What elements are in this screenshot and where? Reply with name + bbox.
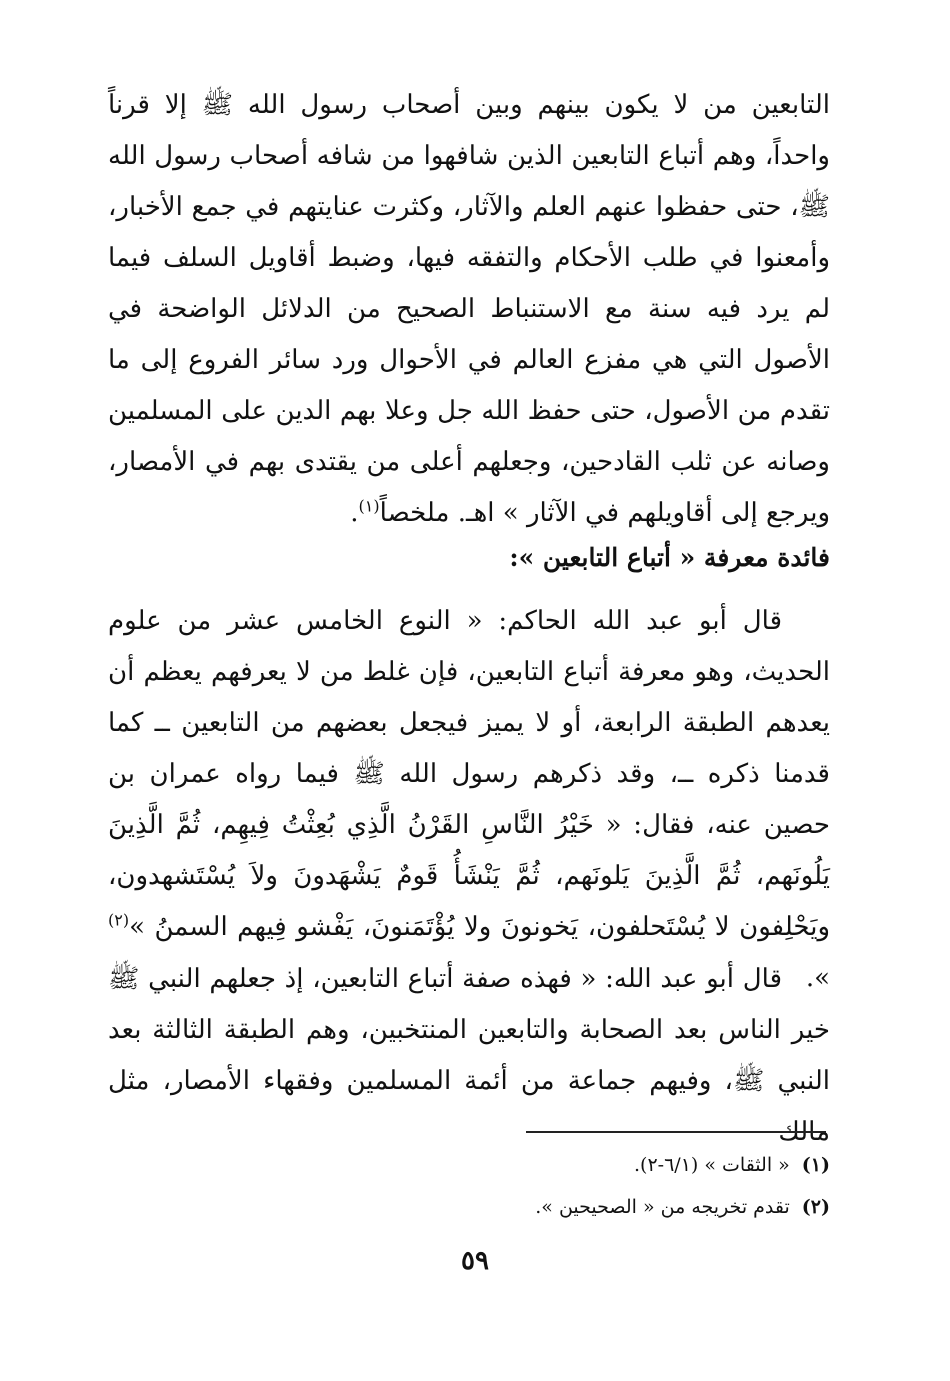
- page-number: ٥٩: [461, 1246, 489, 1276]
- body-paragraph-1: [108, 80, 830, 539]
- footnote-number: (٢): [801, 1196, 830, 1218]
- paragraph-2-text: قال أبو عبد الله الحاكم: « النوع الخامس عشر من علوم الحديث، وهو معرفة أتباع التابعين، فإن غلط من لا يعرفهم يعظم أن يعدهم الطبقة الرابعة، أو لا يميز فيجعل بعضهم من التابعين ــ كما قدمنا ذكره ــ، وقد ذكرهم رسول الله ﷺ فيما رواه عمران بن حصين عنه، فقال: « خَيْرُ النَّاسِ القَرْنُ الَّذِي بُعِثْتُ فِيهِم، ثُمَّ الَّذِينَ يَلُونَهم، ثُمَّ الَّذِينَ يَلونَهم، ثُمَّ يَنْشَأُ قَومٌ يَشْهَدونَ ولاَ يُسْتَشهدون، ويَحْلِفون لا يُسْتَحلفون، يَخونونَ ولا يُؤْتَمَنونَ، يَفْشو فِيهم السمنُ »: [108, 606, 830, 942]
- footnote-ref-1: (١): [358, 496, 380, 516]
- section-heading: فائدة معرفة « أتباع التابعين »:: [509, 543, 830, 572]
- footnote-number: (١): [801, 1154, 830, 1176]
- paragraph-1-text: التابعين من لا يكون بينهم وبين أصحاب رسول الله ﷺ إلا قرناً واحداً، وهم أتباع التابعين الذين شافهوا من شافه أصحاب رسول الله ﷺ، حتى حفظوا عنهم العلم والآثار، وكثرت عنايتهم في جمع الأخبار، وأمعنوا في طلب الأحكام والتفقه فيها، وضبط أقاويل السلف فيما لم يرد فيه سنة مع الاستنباط الصحيح من الدلائل الواضحة في الأصول التي هي مفزع العالم في الأحوال ورد سائر الفروع إلى ما تقدم من الأصول، حتى حفظ الله جل وعلا بهم الدين على المسلمين وصانه عن ثلب القادحين، وجعلهم أعلى من يقتدى بهم في الأمصار، ويرجع إلى أقاويلهم في الآثار » اهـ. ملخصاً: [108, 90, 830, 528]
- footnote-item: [130, 1186, 830, 1228]
- paragraph-1-end: .: [350, 498, 359, 528]
- footnote-text: « الثقات » (٦/١-٢).: [634, 1154, 790, 1176]
- footnote-text: تقدم تخريجه من « الصحيحين ».: [535, 1196, 790, 1218]
- paragraph-2-end: ».: [805, 963, 830, 993]
- footnote-ref-2: (٢): [108, 910, 130, 930]
- body-paragraph-3: قال أبو عبد الله: « فهذه صفة أتباع التابعين، إذ جعلهم النبي ﷺ خير الناس بعد الصحابة والتابعين المنتخبين، وهم الطبقة الثالثة بعد النبي ﷺ، وفيهم جماعة من أئمة المسلمين وفقهاء الأمصار، مثل مالك: [108, 964, 830, 1147]
- footnote-separator: [526, 1131, 826, 1133]
- footnotes-list: [130, 1144, 830, 1228]
- footnote-item: [130, 1144, 830, 1186]
- body-paragraph-2: [108, 596, 830, 1004]
